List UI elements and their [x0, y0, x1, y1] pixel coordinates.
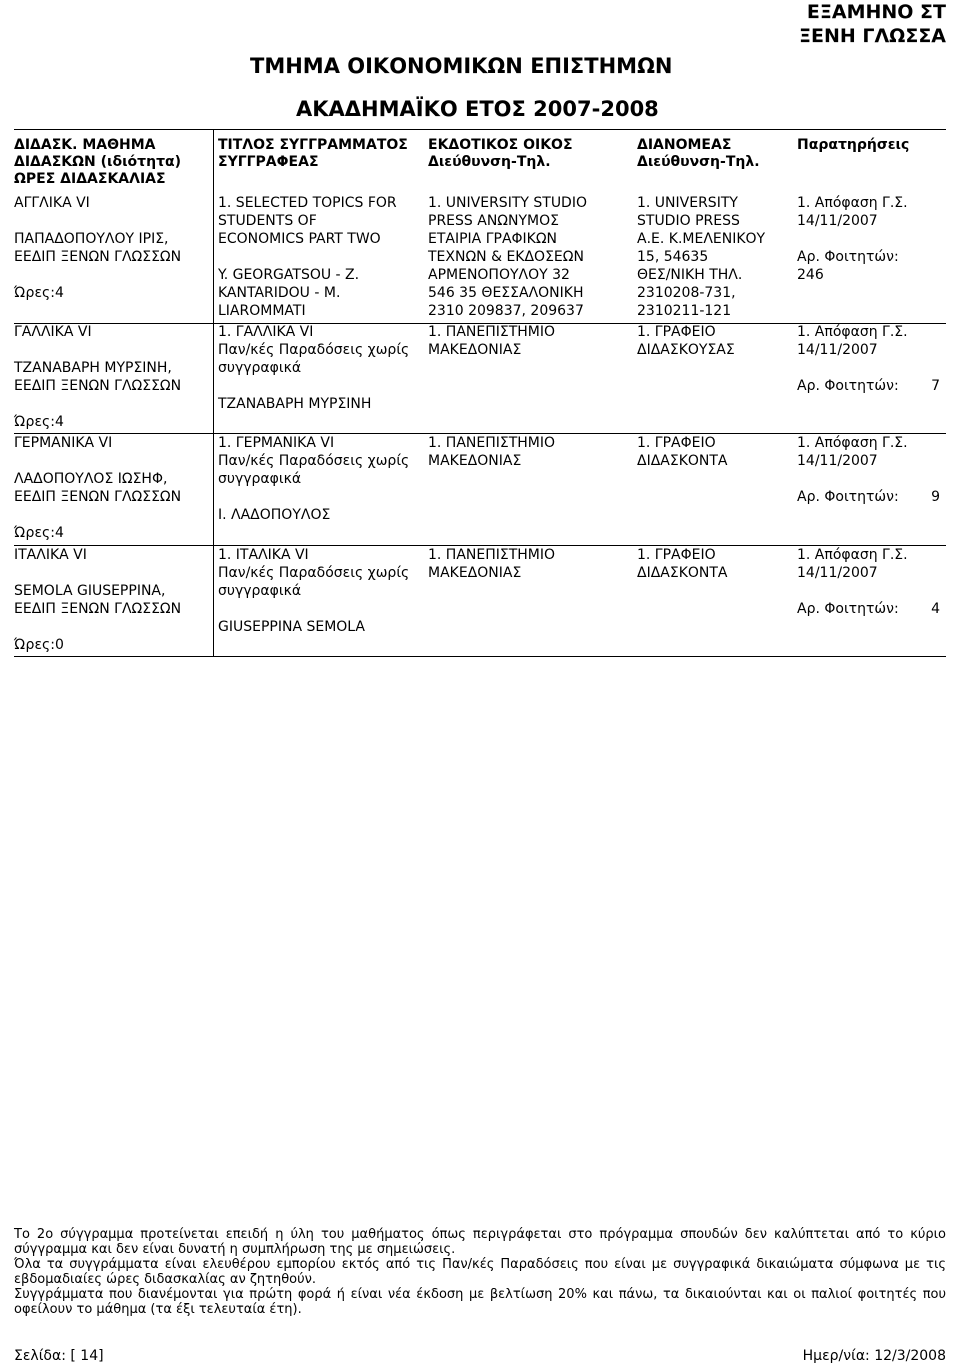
column-divider [213, 129, 214, 656]
column-header-distributor: ΔΙΑΝΟΜΕΑΣ Διεύθυνση-Τηλ. [637, 137, 760, 170]
column-header-book: ΤΙΤΛΟΣ ΣΥΓΓΡΑΜΜΑΤΟΣ ΣΥΓΓΡΑΦΕΑΣ [218, 137, 408, 170]
subject-label: ΞΕΝΗ ΓΛΩΣΣΑ [798, 25, 946, 47]
table-row-course: ΑΓΓΛΙΚΑ VI ΠΑΠΑΔΟΠΟΥΛΟΥ ΙΡΙΣ, ΕΕΔΙΠ ΞΕΝΩΝ ΓΛΩΣΣΩΝ Ώρες:4 [14, 195, 182, 301]
table-row-book: 1. ΓΑΛΛΙΚΑ VI Παν/κές Παραδόσεις χωρίς συγγραφικά ΤΖΑΝΑΒΑΡΗ ΜΥΡΣΙΝΗ [218, 324, 410, 412]
students-count: Αρ. Φοιτητών: 4 [797, 601, 940, 617]
students-count: Αρ. Φοιτητών: 9 [797, 489, 940, 505]
document-header-right [799, 0, 946, 48]
table-row-book: 1. ΙΤΑΛΙΚΑ VI Παν/κές Παραδόσεις χωρίς συγγραφικά GIUSEPPINA SEMOLA [218, 547, 410, 635]
column-header-publisher: ΕΚΔΟΤΙΚΟΣ ΟΙΚΟΣ Διεύθυνση-Τηλ. [428, 137, 573, 170]
table-row-book: 1. SELECTED TOPICS FOR STUDENTS OF ECONOMICS PART TWO Y. GEORGATSOU - Z. KANTARIDOU - M. LIAROMMATI [218, 195, 397, 319]
document-date: Ημερ/νία: 12/3/2008 [802, 1348, 946, 1364]
table-row-publisher: 1. ΠΑΝΕΠΙΣΤΗΜΙΟ ΜΑΚΕΔΟΝΙΑΣ [428, 435, 556, 469]
table-row-publisher: 1. ΠΑΝΕΠΙΣΤΗΜΙΟ ΜΑΚΕΔΟΝΙΑΣ [428, 324, 556, 358]
footnote: Συγγράμματα που διανέμονται για πρώτη φορά ή είναι νέα έκδοση με βελτίωση 20% και πάνω, τα δικαιούνται και οι παλιοί φοιτητές που οφείλουν το μάθημα (τα έξι τελευταία έτη). [14, 1287, 946, 1317]
table-row-course: ΙΤΑΛΙΚΑ VI SEMOLA GIUSEPPINA, ΕΕΔΙΠ ΞΕΝΩΝ ΓΛΩΣΣΩΝ Ώρες:0 [14, 547, 182, 653]
table-row-course: ΓΑΛΛΙΚΑ VI ΤΖΑΝΑΒΑΡΗ ΜΥΡΣΙΝΗ, ΕΕΔΙΠ ΞΕΝΩΝ ΓΛΩΣΣΩΝ Ώρες:4 [14, 324, 182, 430]
column-header-course: ΔΙΔΑΣΚ. ΜΑΘΗΜΑ ΔΙΔΑΣΚΩΝ (ιδιότητα) ΩΡΕΣ ΔΙΔΑΣΚΑΛΙΑΣ [14, 137, 182, 187]
table-top-rule [14, 129, 946, 130]
table-row-distributor: 1. UNIVERSITY STUDIO PRESS Α.Ε. Κ.ΜΕΛΕΝΙΚΟΥ 15, 54635 ΘΕΣ/ΝΙΚΗ ΤΗΛ. 2310208-731, 2310211-121 [637, 195, 766, 319]
table-row-distributor: 1. ΓΡΑΦΕΙΟ ΔΙΔΑΣΚΟΥΣΑΣ [637, 324, 735, 358]
column-header-notes: Παρατηρήσεις [797, 137, 910, 153]
page-number: Σελίδα: [ 14] [14, 1348, 104, 1364]
semester-label: ΕΞΑΜΗΝΟ ΣΤ [806, 1, 946, 23]
department-title: ΤΜΗΜΑ ΟΙΚΟΝΟΜΙΚΩΝ ΕΠΙΣΤΗΜΩΝ [250, 54, 673, 78]
table-row-notes: 1. Απόφαση Γ.Σ. 14/11/2007 Αρ. Φοιτητών: 246 [797, 195, 908, 283]
table-row-book: 1. ΓΕΡΜΑΝΙΚΑ VI Παν/κές Παραδόσεις χωρίς συγγραφικά Ι. ΛΑΔΟΠΟΥΛΟΣ [218, 435, 410, 523]
table-bottom-rule [14, 656, 946, 657]
footnote: Όλα τα συγγράμματα είναι ελευθέρου εμπορίου εκτός από τις Παν/κές Παραδόσεις που είναι με συγγραφικά δικαιώματα σύμφωνα με τις εβδομαδιαίες ώρες διδασκαλίας αν ζητηθούν. [14, 1257, 946, 1287]
table-row-distributor: 1. ΓΡΑΦΕΙΟ ΔΙΔΑΣΚΟΝΤΑ [637, 435, 728, 469]
table-row-course: ΓΕΡΜΑΝΙΚΑ VI ΛΑΔΟΠΟΥΛΟΣ ΙΩΣΗΦ, ΕΕΔΙΠ ΞΕΝΩΝ ΓΛΩΣΣΩΝ Ώρες:4 [14, 435, 182, 541]
table-row-publisher: 1. UNIVERSITY STUDIO PRESS ΑΝΩΝΥΜΟΣ ΕΤΑΙΡΙΑ ΓΡΑΦΙΚΩΝ ΤΕΧΝΩΝ & ΕΚΔΟΣΕΩΝ ΑΡΜΕΝΟΠΟΥΛΟΥ 32 546 35 ΘΕΣΣΑΛΟΝΙΚΗ 2310 209837, 209637 [428, 195, 587, 319]
table-row-notes: 1. Απόφαση Γ.Σ. 14/11/2007 Αρ. Φοιτητών: 7 [797, 324, 940, 394]
students-count: Αρ. Φοιτητών: 7 [797, 378, 940, 394]
footnotes [14, 1227, 946, 1317]
table-row-notes: 1. Απόφαση Γ.Σ. 14/11/2007 Αρ. Φοιτητών: 4 [797, 547, 940, 617]
table-row-distributor: 1. ΓΡΑΦΕΙΟ ΔΙΔΑΣΚΟΝΤΑ [637, 547, 728, 581]
academic-year-title: ΑΚΑΔΗΜΑΪΚΟ ΕΤΟΣ 2007-2008 [296, 97, 659, 121]
footnote: Το 2ο σύγγραμμα προτείνεται επειδή η ύλη του μαθήματος όπως περιγράφεται στο πρόγραμμα σπουδών δεν καλύπτεται από το κύριο σύγγραμμα και δεν είναι δυνατή η συμπλήρωση της με σημειώσεις. [14, 1227, 946, 1257]
table-row-publisher: 1. ΠΑΝΕΠΙΣΤΗΜΙΟ ΜΑΚΕΔΟΝΙΑΣ [428, 547, 556, 581]
table-row-notes: 1. Απόφαση Γ.Σ. 14/11/2007 Αρ. Φοιτητών: 9 [797, 435, 940, 505]
